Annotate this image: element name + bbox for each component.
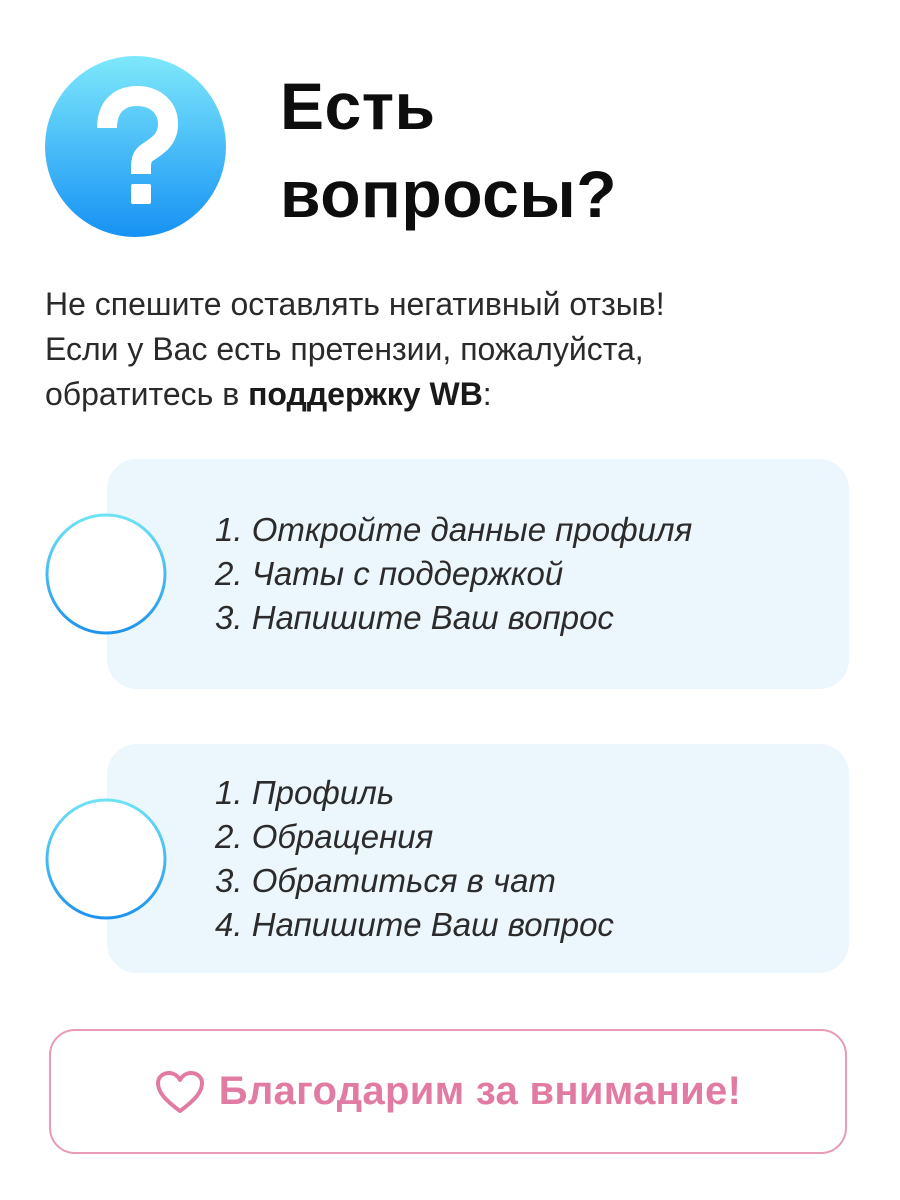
thanks-banner [49,1029,847,1154]
title-line-2: вопросы? [280,157,618,231]
step-item: 4. Напишите Ваш вопрос [215,906,614,943]
step-item: 2. Обращения [215,818,434,855]
title-line-1: Есть [280,69,436,143]
steps-list-2 [215,771,614,947]
thanks-text: Благодарим за внимание! [218,1069,742,1113]
steps-list-1 [215,508,692,640]
step-item: 1. Откройте данные профиля [215,511,693,548]
step-item: 3. Обратиться в чат [215,862,556,899]
intro-line-3-suffix: : [482,376,492,412]
intro-line-2: Если у Вас есть претензии, пожалуйста, [45,331,644,367]
ring-icon [44,512,168,636]
page-title [280,62,617,238]
ring-icon [44,797,168,921]
heart-icon [155,1070,205,1114]
question-mark-icon [45,56,226,237]
intro-text [45,282,865,417]
intro-line-1: Не спешите оставлять негативный отзыв! [45,286,665,322]
intro-line-3-prefix: обратитесь в [45,376,249,412]
support-wb-label: поддержку WB [248,376,483,412]
step-item: 3. Напишите Ваш вопрос [215,599,614,636]
step-item: 1. Профиль [215,774,395,811]
step-item: 2. Чаты с поддержкой [215,555,564,592]
